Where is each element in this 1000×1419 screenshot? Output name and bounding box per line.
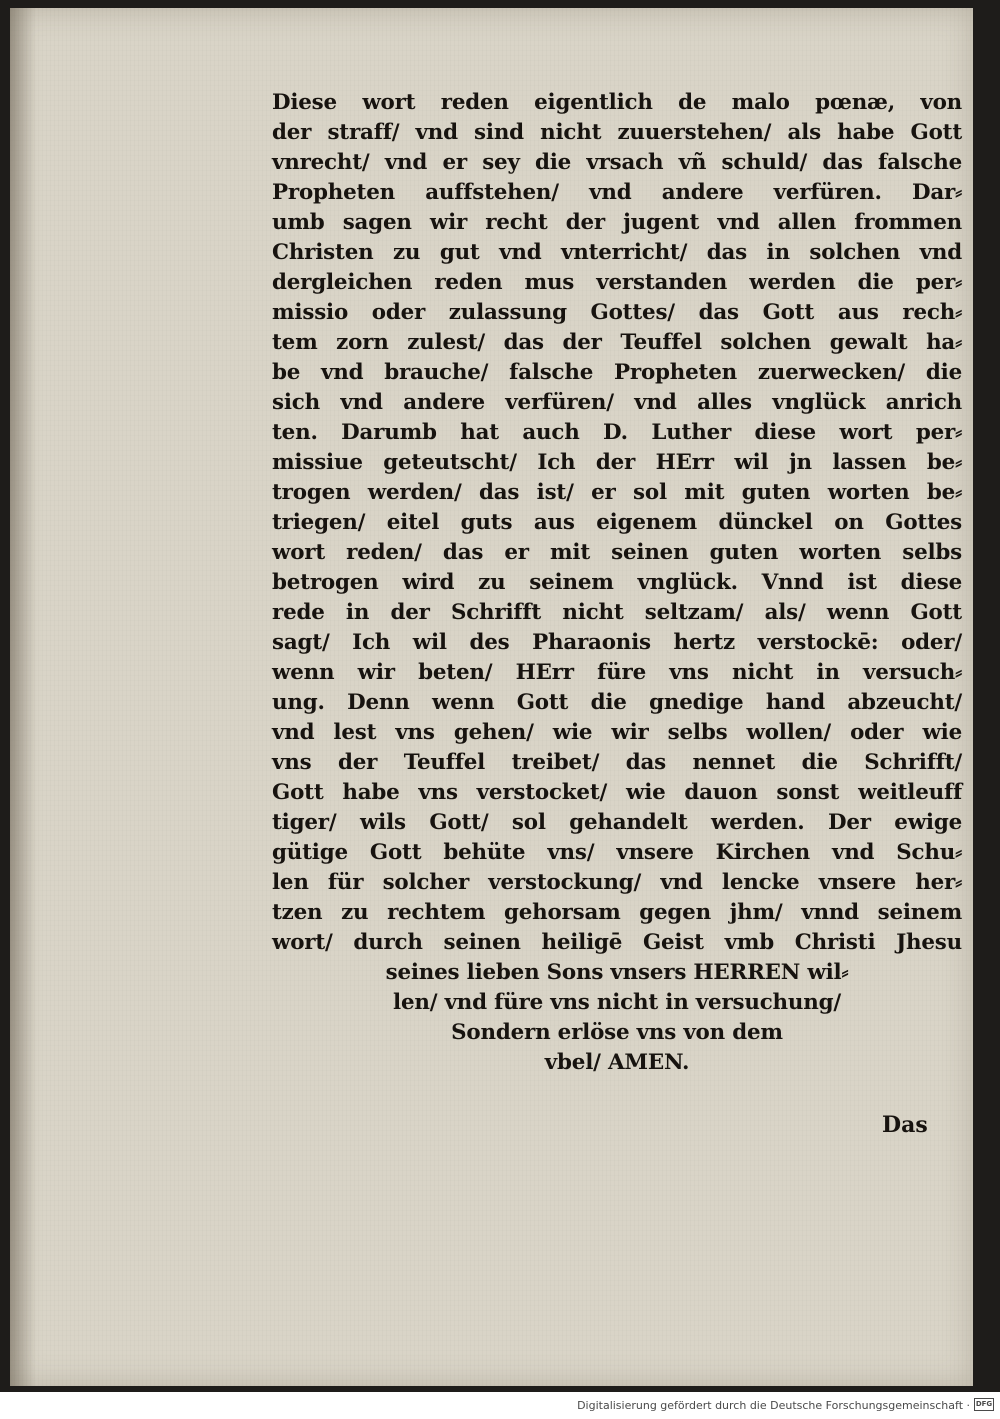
text-line: rede in der Schrifft nicht seltzam/ als/ wenn Gott <box>272 600 962 625</box>
text-line: trogen werden/ das ist/ er sol mit guten worten be⸗ <box>272 480 962 505</box>
text-line: wort reden/ das er mit seinen guten worten selbs <box>272 540 962 565</box>
text-line: vnd lest vns gehen/ wie wir selbs wollen/ oder wie <box>272 720 962 745</box>
text-line: be vnd brauche/ falsche Propheten zuerwecken/ die <box>272 360 962 385</box>
text-line: der straff/ vnd sind nicht zuuerstehen/ als habe Gott <box>272 120 962 145</box>
text-line: sich vnd andere verfüren/ vnd alles vnglück anrich <box>272 390 962 415</box>
text-line: triegen/ eitel guts aus eigenem dünckel on Gottes <box>272 510 962 535</box>
text-line: ten. Darumb hat auch D. Luther diese wort per⸗ <box>272 420 962 445</box>
text-line: tem zorn zulest/ das der Teuffel solchen gewalt ha⸗ <box>272 330 962 355</box>
text-line: vnrecht/ vnd er sey die vrsach vñ schuld/ das falsche <box>272 150 962 175</box>
text-line: missio oder zulassung Gottes/ das Gott aus rech⸗ <box>272 300 962 325</box>
text-line: tzen zu rechtem gehorsam gegen jhm/ vnnd seinem <box>272 900 962 925</box>
text-line: missiue geteutscht/ Ich der HErr wil jn lassen be⸗ <box>272 450 962 475</box>
text-line: wort/ durch seinen heiligē Geist vmb Christi Jhesu <box>272 930 962 955</box>
text-line: betrogen wird zu seinem vnglück. Vnnd ist diese <box>272 570 962 595</box>
text-line: Propheten auffstehen/ vnd andere verfüren. Dar⸗ <box>272 180 962 205</box>
text-line: len für solcher verstockung/ vnd lencke vnsere her⸗ <box>272 870 962 895</box>
digitization-footer <box>0 1393 1000 1419</box>
text-line: dergleichen reden mus verstanden werden die per⸗ <box>272 270 962 295</box>
text-line: Christen zu gut vnd vnterricht/ das in solchen vnd <box>272 240 962 265</box>
text-line-tapered: Sondern erlöse vns von dem <box>451 1020 783 1045</box>
catchword: Das <box>882 1112 928 1138</box>
text-line: Diese wort reden eigentlich de malo pœnæ, von <box>272 90 962 115</box>
text-line: tiger/ wils Gott/ sol gehandelt werden. Der ewige <box>272 810 962 835</box>
text-line: Gott habe vns verstocket/ wie dauon sonst weitleuff <box>272 780 962 805</box>
text-line-tapered: vbel/ AMEN. <box>544 1050 690 1075</box>
dfg-logo-icon: DFG <box>974 1398 994 1411</box>
gutter-shadow <box>10 8 36 1386</box>
text-line: vns der Teuffel treibet/ das nennet die Schrifft/ <box>272 750 962 775</box>
main-text-block <box>272 88 962 1078</box>
text-line-tapered: len/ vnd füre vns nicht in versuchung/ <box>393 990 841 1015</box>
text-line: umb sagen wir recht der jugent vnd allen frommen <box>272 210 962 235</box>
text-line: sagt/ Ich wil des Pharaonis hertz verstockē: oder/ <box>272 630 962 655</box>
text-line: ung. Denn wenn Gott die gnedige hand abzeucht/ <box>272 690 962 715</box>
footer-credit-text: Digitalisierung gefördert durch die Deutsche Forschungsgemeinschaft · <box>577 1399 970 1412</box>
text-line-tapered: seines lieben Sons vnsers HERREN wil⸗ <box>385 960 849 985</box>
text-line: gütige Gott behüte vns/ vnsere Kirchen vnd Schu⸗ <box>272 840 962 865</box>
text-line: wenn wir beten/ HErr füre vns nicht in versuch⸗ <box>272 660 962 685</box>
